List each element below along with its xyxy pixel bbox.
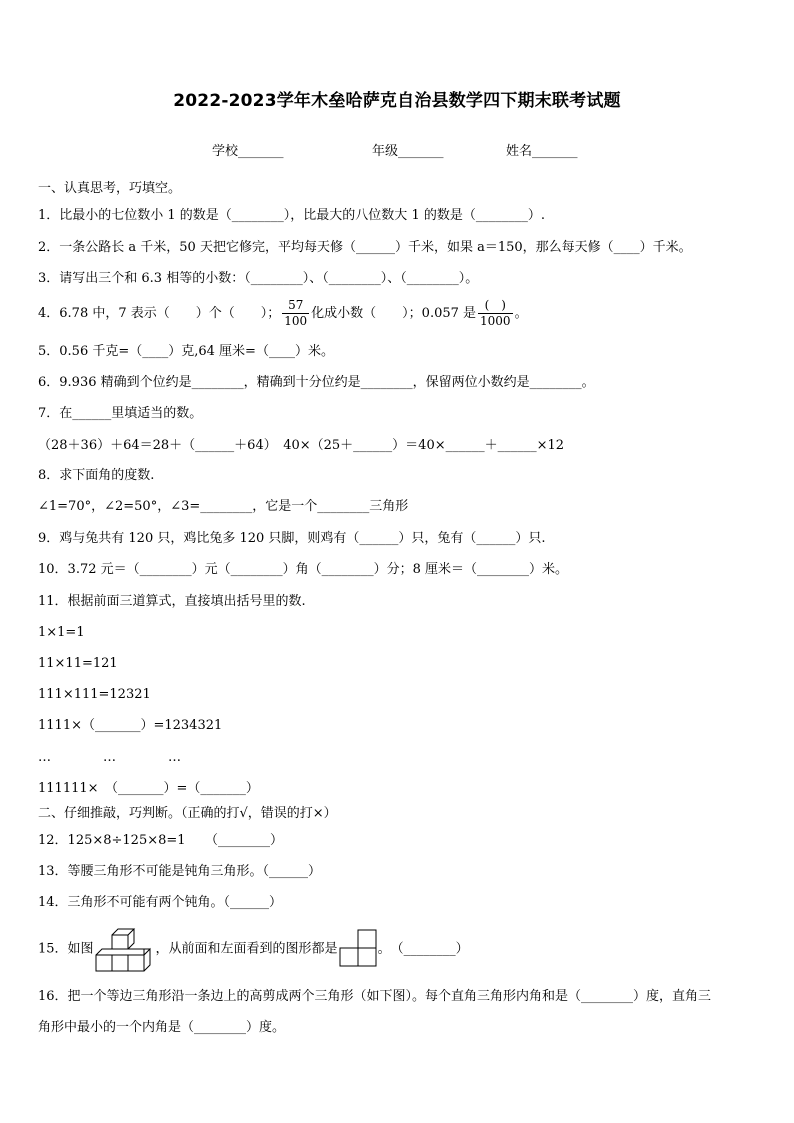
question-8-angles: ∠1=70°，∠2=50°，∠3=________，它是一个________三角形 [38,499,409,514]
q15-text-b: ，从前面和左面看到的图形都是 [155,941,338,957]
question-11: 11．根据前面三道算式，直接填出括号里的数. [38,594,306,609]
q15-text-c: 。 （________） [377,941,469,957]
fraction-denominator: 1000 [480,314,511,328]
section-heading-1: 一、认真思考，巧填空。 [38,181,182,196]
question-7-equations: （28＋36）＋64＝28＋（______＋64） 40×（25＋______）＝40×______＋______×12 [38,438,565,453]
fraction-57-100 [282,298,309,329]
question-12: 12．125×8÷125×8=1 （________） [38,833,284,848]
school-field: 学校_______ [212,144,284,159]
pattern-ellipsis: … … … [38,750,182,765]
page-title: 2022-2023学年木垒哈萨克自治县数学四下期末联考试题 [173,91,621,111]
name-field: 姓名_______ [506,144,578,159]
fraction-denominator: 100 [284,314,308,328]
q4-text-b: 化成小数（ ）；0.057 是 [311,306,477,321]
cube-stack-figure [94,924,156,974]
question-10: 10．3.72 元＝（________）元（________）角（________）分；8 厘米＝（________）米。 [38,562,569,577]
question-1: 1．比最小的七位数小 1 的数是（________），比最大的八位数大 1 的数是（________）. [38,208,545,223]
question-8: 8．求下面角的度数. [38,468,155,483]
section-heading-2: 二、仔细推敲，巧判断。（正确的打√，错误的打×） [38,806,337,821]
question-9: 9．鸡与兔共有 120 只，鸡比兔多 120 只脚，则鸡有（______）只，兔有（______）只. [38,531,546,546]
question-6: 6．9.936 精确到个位约是________，精确到十分位约是________，保留两位小数约是________。 [38,375,595,390]
question-4 [38,298,528,330]
fraction-numerator: 57 [282,298,309,314]
fraction-blank-1000 [478,298,513,329]
question-3: 3．请写出三个和 6.3 相等的小数：（________）、（________）、（________）。 [38,271,479,286]
question-15 [38,924,469,975]
grade-field: 年级_______ [372,144,444,159]
view-shape-figure [338,928,378,970]
q15-text-a: 15．如图 [38,941,94,957]
fraction-numerator: ( ) [478,298,513,314]
question-13: 13．等腰三角形不可能是钝角三角形。（______） [38,864,322,879]
pattern-line-4: 1111×（_______）=1234321 [38,718,223,733]
pattern-line-1: 1×1=1 [38,625,85,640]
pattern-line-3: 111×111=12321 [38,687,151,702]
question-14: 14．三角形不可能有两个钝角。（______） [38,895,283,910]
question-16-line-1: 16．把一个等边三角形沿一条边上的高剪成两个三角形（如下图）。每个直角三角形内角和是（________）度，直角三 [38,989,712,1004]
question-7: 7．在______里填适当的数。 [38,406,203,421]
pattern-line-2: 11×11=121 [38,656,118,671]
question-16-line-2: 角形中最小的一个内角是（________）度。 [38,1020,286,1035]
q4-text-c: 。 [514,306,528,321]
question-5: 5．0.56 千克=（____）克,64 厘米=（____）米。 [38,344,334,359]
question-2: 2．一条公路长 a 千米，50 天把它修完，平均每天修（______）千米，如果 a＝150，那么每天修（____）千米。 [38,240,692,255]
q4-text-a: 4．6.78 中，7 表示（ ）个（ ）； [38,306,281,321]
pattern-line-final: 111111× （_______）=（_______） [38,781,259,796]
